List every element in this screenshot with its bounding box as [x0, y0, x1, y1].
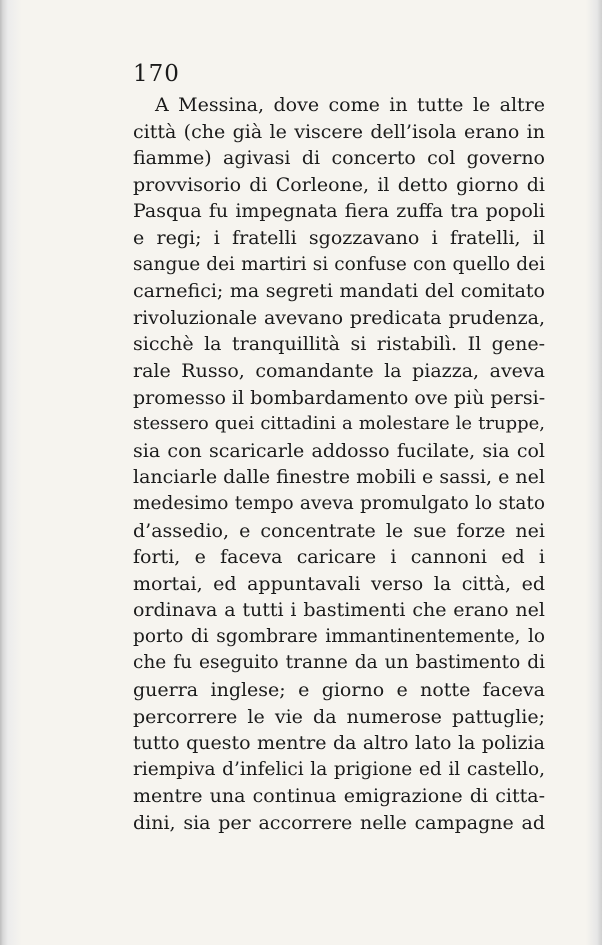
- text-line: medesimo tempo aveva promulgato lo stato: [133, 492, 545, 514]
- text-line: rivoluzionale avevano predicata prudenza,: [133, 306, 545, 329]
- text-line: riempiva d’infelici la prigione ed il castello,: [133, 758, 545, 780]
- text-line: sangue dei martiri si confuse con quello dei: [133, 253, 545, 275]
- book-gutter-left: [0, 0, 22, 945]
- text-line: e regi; i fratelli sgozzavano i fratelli, il: [133, 226, 545, 249]
- text-line: dini, sia per accorrere nelle campagne ad: [133, 812, 545, 835]
- text-line: tutto questo mentre da altro lato la polizia: [133, 732, 545, 755]
- text-line: carnefici; ma segreti mandati del comitato: [133, 280, 545, 303]
- text-line: A Messina, dove come in tutte le altre: [155, 94, 545, 116]
- text-line: Pasqua fu impegnata fiera zuffa tra popoli: [133, 200, 545, 223]
- page-number: 170: [133, 61, 180, 87]
- text-line: forti, e faceva caricare i cannoni ed i: [133, 546, 545, 569]
- text-line: ordinava a tutti i bastimenti che erano nel: [133, 599, 545, 622]
- text-line: porto di sgombrare immantinentemente, lo: [133, 625, 545, 647]
- text-line: percorrere le vie da numerose pattuglie;: [133, 705, 545, 728]
- text-line: lanciarle dalle finestre mobili e sassi, e nel: [133, 466, 545, 489]
- text-line: provvisorio di Corleone, il detto giorno di: [133, 173, 545, 196]
- text-line: fiamme) agivasi di concerto col governo: [133, 147, 545, 170]
- text-line: che fu eseguito tranne da un bastimento di: [133, 652, 545, 674]
- text-line: città (che già le viscere dell’isola erano in: [133, 120, 545, 143]
- text-line: mortai, ed appuntavali verso la città, ed: [133, 572, 545, 595]
- text-line: promesso il bombardamento ove più persi-: [133, 386, 546, 409]
- text-line: guerra inglese; e giorno e notte faceva: [133, 679, 545, 702]
- text-line: mentre una continua emigrazione di citta-: [133, 785, 545, 808]
- text-line: sia con scaricarle addosso fucilate, sia col: [133, 439, 545, 462]
- text-line: sicchè la tranquillità si ristabilì. Il gene-: [133, 333, 545, 356]
- text-line: d’assedio, e concentrate le sue forze nei: [133, 519, 545, 542]
- page-edge-right: [586, 0, 602, 945]
- body-text: [133, 92, 545, 837]
- text-line: rale Russo, comandante la piazza, aveva: [133, 359, 545, 382]
- text-line: stessero quei cittadini a molestare le truppe,: [133, 413, 545, 435]
